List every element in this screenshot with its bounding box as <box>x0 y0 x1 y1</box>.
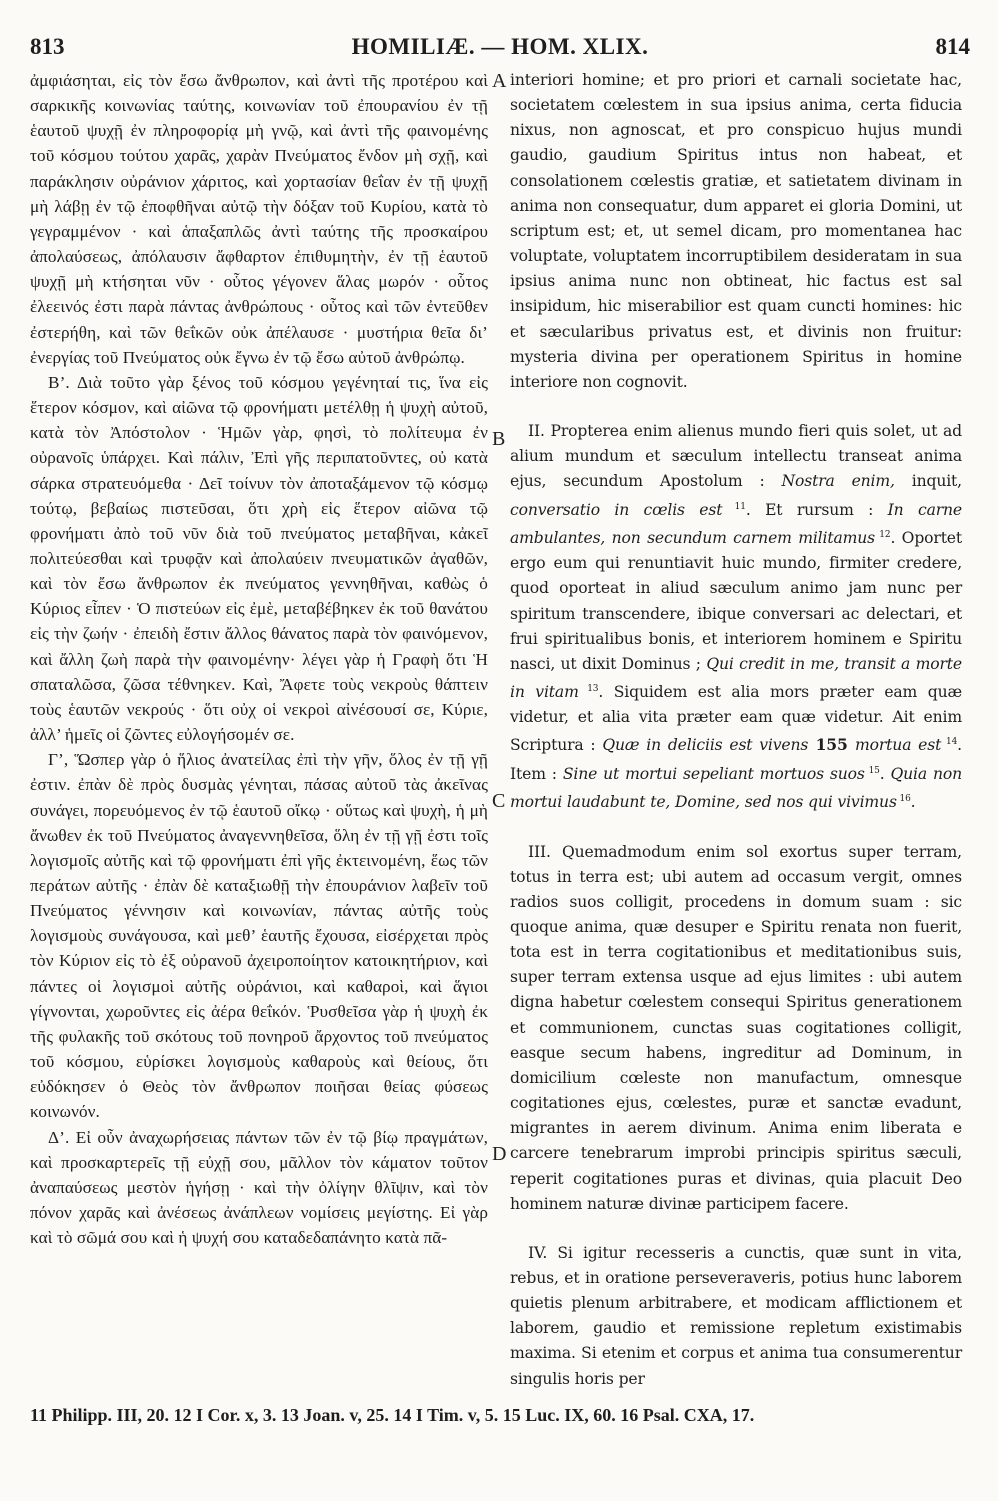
page-number-left: 813 <box>30 34 65 59</box>
latin-paragraph-3: III. Quemadmodum enim sol exortus super terram, totus in terra est; ubi autem ad occasum vergit, omnes radios suos colligit, procedens in domum suam : sic quoque anima, quæ desuper e Spiritu renata non fuerit, tota est in terra cogitationibus et meditationibus suis, super terram extensa usque ad ejus limites : ubi autem digna habetur cœlestem consequi Spiritus generationem et communionem, cunctas suas cogitationes colligit, easque secum habens, ingreditur ad Dominum, in domicilium cœleste non manufactum, omnesque cogitationes ejus, cœlestes, puræ et sanctæ evadunt, migrantes in aerem divinum. Anima enim liberata e carcere tenebrarum improbi principis spiritus sæculi, reperit cogitationes puras et divinas, quia placuit Deo hominem naturæ divinæ participem facere. <box>510 842 962 1213</box>
margin-letter-a: A <box>492 70 507 92</box>
page-title: HOMILIÆ. — HOM. XLIX. <box>351 34 649 59</box>
page-number-right: 814 <box>935 34 970 59</box>
latin-paragraph-4: IV. Si igitur recesseris a cunctis, quæ sunt in vita, rebus, et in oratione perseveraveris, potius hunc laborem quietis plenum arbitrabere, et modicam afflictionem et laborem, gaudio et remissione repletum existimabis maxima. Si etenim et corpus et anima tua consumerentur singulis horis per <box>510 1243 962 1388</box>
greek-paragraph-4: Δ’. Εἰ οὖν ἀναχωρήσειας πάντων τῶν ἐν τῷ βίῳ πραγμάτων, καὶ προσκαρτερεῖς τῇ εὐχῇ σου, μᾶλλον τὸν κάματον τοῦτον ἀναπαύσεως μεστὸν ἡγήσῃ · καὶ τὴν ὀλίγην θλῖψιν, καὶ τὸν πόνον χαρᾶς καὶ ἀνέσεως ἀνάπλεων νομίσεις μεγίστης. Εἰ γὰρ καὶ τὸ σῶμά σου καὶ ἡ ψυχή σου καταδεδαπάνητο κατὰ πᾶ- <box>30 1127 488 1248</box>
margin-letter-c: C <box>492 790 506 812</box>
latin-column <box>510 68 962 1392</box>
greek-paragraph-3: Γ’, Ὥσπερ γὰρ ὁ ἥλιος ἀνατείλας ἐπὶ τὴν γῆν, ὅλος ἐν τῇ γῇ ἐστιν. ἐπὰν δὲ πρὸς δυσμὰς γένηται, πάσας αὐτοῦ τὰς ἀκεῖνας συνάγει, πορευόμενος ἐν τῷ ἑαυτοῦ οἴκῳ · οὕτως καὶ ψυχὴ, ἡ μὴ ἄνωθεν ἐκ τοῦ Πνεύματος ἀναγεννηθεῖσα, ὅλη ἐν τῇ γῇ ἐστι τοῖς λογισμοῖς αὐτῆς καὶ τῷ φρονήματι ἐπὶ γῆς ἐκτεινομένη, ἕως τῶν περάτων αὐτῆς · ἐπὰν δὲ καταξιωθῇ τὴν ἐπουράνιον λαβεῖν τοῦ Πνεύματος γέννησιν καὶ κοινωνίαν, πάντας αὐτῆς τοὺς λογισμοὺς συνάγουσα, καὶ μεθ’ ἑαυτῆς ἔχουσα, εἰσέρχεται πρὸς τὸν Κύριον εἰς τὸ ἐξ οὐρανοῦ ἀχειροποίητον κατοικητήριον, καὶ πάντες οἱ λογισμοὶ αὐτῆς οὐράνιοι, καὶ καθαροὶ, καὶ ἅγιοι γίγνονται, χωροῦντες εἰς ἀέρα θεΐκόν. Ῥυσθεῖσα γὰρ ἡ ψυχὴ ἐκ τῆς φυλακῆς τοῦ σκότους τοῦ πονηροῦ ἄρχοντος τοῦ πνεύματος τοῦ κόσμου, εὑρίσκει λογισμοὺς καθαροὺς καὶ θείους, ὅτι εὐδόκησεν ὁ Θεὸς τὸν ἄνθρωπον ποιῆσαι θείας φύσεως κοινωνόν. <box>30 750 488 1122</box>
margin-letter-d: D <box>492 1143 507 1165</box>
latin-paragraph-2: II. Propterea enim alienus mundo fieri quis solet, ut ad alium mundum et sæculum intellectu transeat anima ejus, secundum Apostolum : Nostra enim, inquit, conversatio in cœlis est $^{11}$. Et rursum : In carne ambulantes, non secundum carnem militamus $^{12}$. Oportet ergo eum qui renuntiavit huic mundo, firmiter credere, quod oporteat in aliud sæculum animo jam nunc per spiritum transcendere, ibique conversari ac delectari, et frui spiritualibus bonis, et interiorem hominem e Spiritu nasci, ut dixit Dominus ; Qui credit in me, transit a morte in vitam $^{13}$. Siquidem est alia mors præter eam quæ videtur, et alia vita præter eam quæ videtur. Ait enim Scriptura : Quæ in deliciis est vivens 155 mortua est $^{14}$. Item : Sine ut mortui sepeliant mortuos suos $^{15}$. Quia non mortui laudabunt te, Domine, sed nos qui vivimus $^{16}$. <box>510 422 963 812</box>
latin-paragraph-1: interiori homine; et pro priori et carnali societate hac, societatem cœlestem in sua ipsius anima, certa fiducia nixus, non agnoscat, et pro conspicuo hujus mundi gaudio, gaudium Spiritus intus non habeat, et consolationem cœlestis gratiæ, et satietatem divinam in anima non consequatur, dum apparet ei gloria Domini, ut scriptum est; et, ut semel dicam, pro momentanea hac voluptate, voluptatem incorruptibilem desideratam in sua ipsius anima nunc non obtineat, hic factus est sal insipidum, hic miserabilior est quam cuncti homines: hic et sæcularibus privatus est, et divinis non fruitur: mysteria divina per operationem Spiritus in homine interiore non cognovit. <box>510 71 962 391</box>
greek-column <box>30 68 488 1250</box>
running-header <box>30 34 970 64</box>
margin-letter-b: B <box>492 428 506 450</box>
footnotes: 11 Philipp. III, 20. 12 I Cor. x, 3. 13 Joan. v, 25. 14 I Tim. v, 5. 15 Luc. IX, 60. 16 Psal. CXA, 17. <box>30 1405 755 1425</box>
greek-paragraph-1: ἀμφιάσηται, εἰς τὸν ἔσω ἄνθρωπον, καὶ ἀντὶ τῆς προτέρου καὶ σαρκικῆς κοινωνίας ταύτης, κοινωνίαν τοῦ ἐπουρανίου ἐν τῇ ἑαυτοῦ ψυχῇ ἐν πληροφορίᾳ μὴ γνῷ, καὶ ἀντὶ τῆς φαινομένης τοῦ κόσμου τούτου χαρᾶς, χαρὰν Πνεύματος ἔνδον μὴ σχῇ, καὶ παράκλησιν οὐράνιον χάριτος, καὶ χορτασίαν θεΐαν ἐν τῇ ψυχῇ μὴ λάβῃ ἐν τῷ ἐποφθῆναι αὐτῷ τὴν δόξαν τοῦ Κυρίου, κατὰ τὸ γεγραμμένον · καὶ ἁπαξαπλῶς ἀντὶ ταύτης τῆς προσκαίρου ἀπολαύσεως, ἀπόλαυσιν ἄφθαρτον ἐπιθυμητὴν, ἐν τῇ ἑαυτοῦ ψυχῇ μὴ κτήσηται νῦν · οὗτος γέγονεν ἅλας μωρόν · οὗτος ἐλεεινός ἐστι παρὰ πάντας ἀνθρώπους · οὗτος καὶ τῶν ἐντεῦθεν ἐστερήθη, καὶ τῶν θεΐκῶν οὐκ ἀπέλαυσε · μυστήρια θεῖα δι’ ἐνεργίας τοῦ Πνεύματος οὐκ ἔγνω ἐν τῷ ἔσω αὐτοῦ ἀνθρώπῳ. <box>30 71 488 367</box>
greek-paragraph-2: Β’. Διὰ τοῦτο γὰρ ξένος τοῦ κόσμου γεγένηταί τις, ἵνα εἰς ἕτερον κόσμον, καὶ αἰῶνα τῷ φρονήματι μετέλθῃ ἡ ψυχὴ αὐτοῦ, κατὰ τὸν Ἀπόστολον · Ἡμῶν γὰρ, φησὶ, τὸ πολίτευμα ἐν οὐρανοῖς ὑπάρχει. Καὶ πάλιν, Ἐπὶ γῆς περιπατοῦντες, οὐ κατὰ σάρκα στρατευόμεθα · Δεῖ τοίνυν τὸν ἀποταξάμενον τῷ κόσμῳ τούτῳ, βεβαίως πιστεῦσαι, ὅτι χρὴ εἰς ἕτερον αἰῶνα τῷ φρονήματι ἀπὸ τοῦ νῦν διὰ τοῦ πνεύματος μεταβῆναι, κἀκεῖ πολιτεύεσθαι καὶ τρυφᾷν καὶ ἀπολαύειν πνευματικῶν ἀγαθῶν, καὶ τὸν ἔσω ἄνθρωπον ἐκ πνεύματος γεννηθῆναι, καθὼς ὁ Κύριος εἶπεν · Ὁ πιστεύων εἰς ἐμὲ, μεταβέβηκεν ἐκ τοῦ θανάτου εἰς τὴν ζωήν · ἐπειδὴ ἔστιν ἄλλος θάνατος παρὰ τὸν φαινόμενον, καὶ ἄλλη ζωὴ παρὰ τὴν φαινομένην· λέγει γὰρ ἡ Γραφὴ ὅτι Ἡ σπαταλῶσα, ζῶσα τέθνηκεν. Καὶ, Ἄφετε τοὺς νεκροὺς θάπτειν τοὺς ἑαυτῶν νεκρούς · ὅτι οὐχ οἱ νεκροὶ αἰνέσουσί σε, Κύριε, ἀλλ’ ἡμεῖς οἱ ζῶντες εὐλογήσομέν σε. <box>30 372 488 745</box>
column-number: 155 <box>808 735 855 755</box>
